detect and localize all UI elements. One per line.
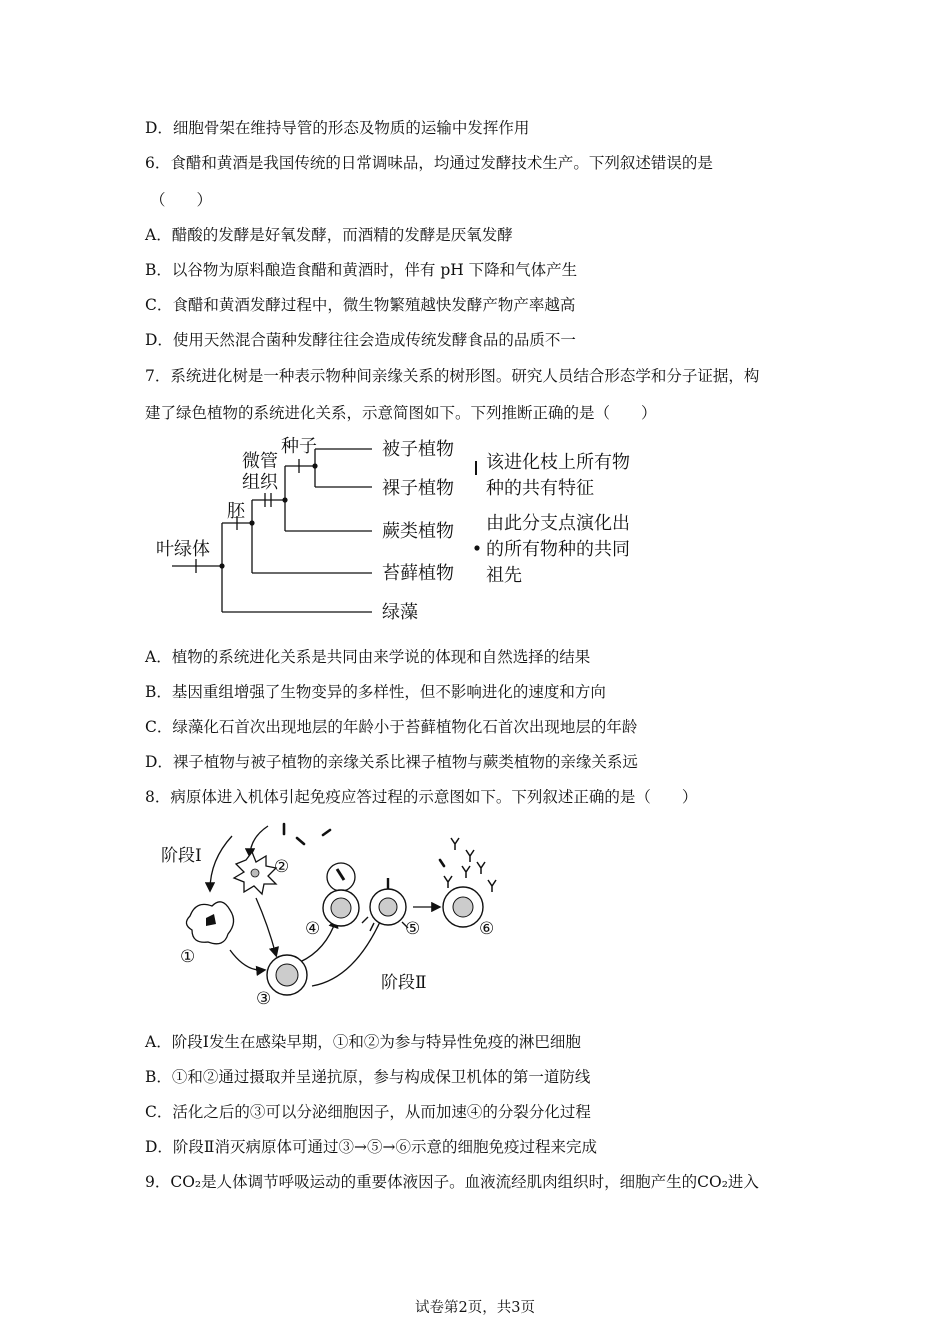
legend-dot-line3: 祖先 [486, 565, 522, 586]
q6-option-d: D．使用天然混合菌种发酵往往会造成传统发酵食品的品质不一 [145, 331, 576, 349]
cell-label-2: ② [274, 857, 290, 877]
cell-label-6: ⑥ [479, 919, 495, 939]
q8-option-d: D．阶段Ⅱ消灭病原体可通过③→⑤→⑥示意的细胞免疫过程来完成 [145, 1138, 597, 1156]
taxon-fern: 蕨类植物 [382, 521, 454, 542]
trait-seed: 种子 [281, 436, 317, 457]
legend-bar-line2: 种的共有特征 [486, 478, 594, 499]
q8-option-c: C．活化之后的③可以分泌细胞因子，从而加速④的分裂分化过程 [145, 1103, 591, 1121]
q6-stem: 6．食醋和黄酒是我国传统的日常调味品，均通过发酵技术生产。下列叙述错误的是 [145, 154, 713, 172]
cell-label-1: ① [180, 947, 196, 967]
taxon-angiosperm: 被子植物 [382, 439, 454, 460]
q9-stem: 9．CO₂是人体调节呼吸运动的重要体液因子。血液流经肌肉组织时，细胞产生的CO₂进入 [145, 1173, 759, 1191]
trait-vascular-line2: 组织 [242, 472, 278, 493]
trait-embryo: 胚 [227, 501, 245, 522]
trait-chloroplast: 叶绿体 [156, 539, 210, 560]
phylogenetic-tree-figure [150, 432, 660, 632]
stage-2-label: 阶段Ⅱ [381, 973, 427, 993]
legend-bar-line1: 该进化枝上所有物 [486, 452, 630, 473]
cell-label-3: ③ [256, 989, 272, 1009]
immune-response-figure [155, 818, 505, 1010]
stage-1-label: 阶段Ⅰ [161, 846, 202, 866]
q8-option-a: A．阶段Ⅰ发生在感染早期，①和②为参与特异性免疫的淋巴细胞 [145, 1033, 581, 1051]
q7-option-c: C．绿藻化石首次出现地层的年龄小于苔藓植物化石首次出现地层的年龄 [145, 718, 638, 736]
q6-option-b: B．以谷物为原料酿造食醋和黄酒时，伴有 pH 下降和气体产生 [145, 261, 578, 279]
q6-answer-bracket: （ ） [150, 191, 213, 209]
page-footer: 试卷第2页，共3页 [415, 1300, 535, 1316]
q6-option-c: C．食醋和黄酒发酵过程中，微生物繁殖越快发酵产物产率越高 [145, 296, 576, 314]
taxon-green-algae: 绿藻 [382, 602, 418, 623]
legend-dot-line2: 的所有物种的共同 [486, 539, 630, 560]
taxon-gymnosperm: 裸子植物 [382, 478, 454, 499]
cell-label-5: ⑤ [405, 919, 421, 939]
taxon-moss: 苔藓植物 [382, 563, 454, 584]
q8-option-b: B．①和②通过摄取并呈递抗原，参与构成保卫机体的第一道防线 [145, 1068, 591, 1086]
q7-stem-line2: 建了绿色植物的系统进化关系，示意简图如下。下列推断正确的是（ ） [145, 404, 657, 422]
q7-option-a: A．植物的系统进化关系是共同由来学说的体现和自然选择的结果 [145, 648, 591, 666]
q8-stem: 8．病原体进入机体引起免疫应答过程的示意图如下。下列叙述正确的是（ ） [145, 788, 698, 806]
legend-dot-line1: 由此分支点演化出 [486, 513, 630, 534]
trait-vascular-line1: 微管 [242, 451, 278, 472]
q7-stem-line1: 7．系统进化树是一种表示物种间亲缘关系的树形图。研究人员结合形态学和分子证据，构 [145, 367, 760, 385]
q7-option-d: D．裸子植物与被子植物的亲缘关系比裸子植物与蕨类植物的亲缘关系远 [145, 753, 638, 771]
cell-label-4: ④ [305, 919, 321, 939]
q6-option-a: A．醋酸的发酵是好氧发酵，而酒精的发酵是厌氧发酵 [145, 226, 513, 244]
q7-option-b: B．基因重组增强了生物变异的多样性，但不影响进化的速度和方向 [145, 683, 606, 701]
q5-option-d: D．细胞骨架在维持导管的形态及物质的运输中发挥作用 [145, 119, 530, 137]
